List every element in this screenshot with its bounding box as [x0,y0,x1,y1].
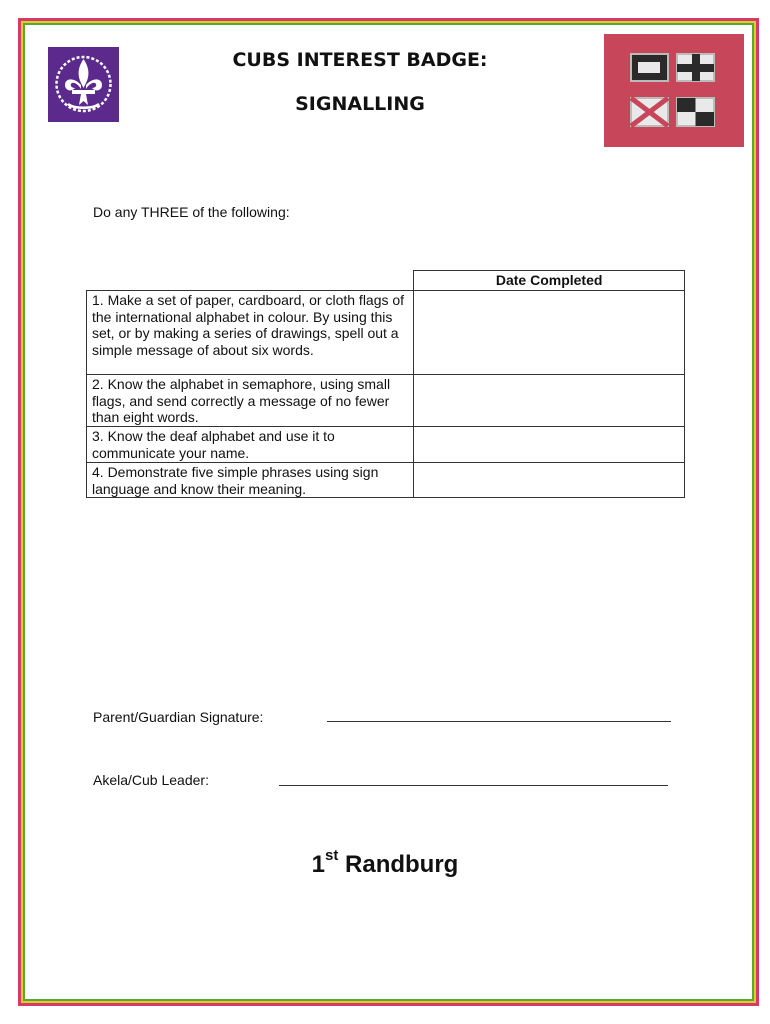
table-header-row [87,271,685,291]
badge-name: SIGNALLING [295,93,425,115]
fleur-de-lis-icon [48,47,119,122]
signal-flags-icon [604,34,744,147]
table-row [87,462,685,498]
requirement-text: 2. Know the alphabet in semaphore, using small flags, and send correctly a message of no fewer than eight words. [87,374,414,426]
date-completed-cell[interactable] [414,290,685,374]
page-title: CUBS INTEREST BADGE: [232,49,488,71]
requirement-text: 3. Know the deaf alphabet and use it to communicate your name. [87,427,414,463]
table-row [87,427,685,463]
date-completed-cell[interactable] [414,462,685,498]
requirement-text: 4. Demonstrate five simple phrases using sign language and know their meaning. [87,462,414,498]
leader-signature-line[interactable] [279,785,668,786]
requirement-text: 1. Make a set of paper, cardboard, or cloth flags of the international alphabet in colour. By using this set, or by making a series of drawings, spell out a simple message of about six words. [87,290,414,374]
table-row [87,374,685,426]
troop-town: Randburg [345,851,459,878]
date-completed-cell[interactable] [414,374,685,426]
instructions: Do any THREE of the following: [93,204,290,220]
parent-signature-label: Parent/Guardian Signature: [93,709,264,725]
parent-signature-line[interactable] [327,721,671,722]
troop-number: 1 [311,851,325,878]
date-completed-header: Date Completed [414,271,685,291]
date-completed-cell[interactable] [414,427,685,463]
troop-name [230,847,540,879]
troop-ordinal-suffix: st [325,847,339,864]
requirements-table [86,270,685,498]
header-blank-cell [87,271,414,291]
leader-signature-label: Akela/Cub Leader: [93,772,209,788]
table-row [87,290,685,374]
